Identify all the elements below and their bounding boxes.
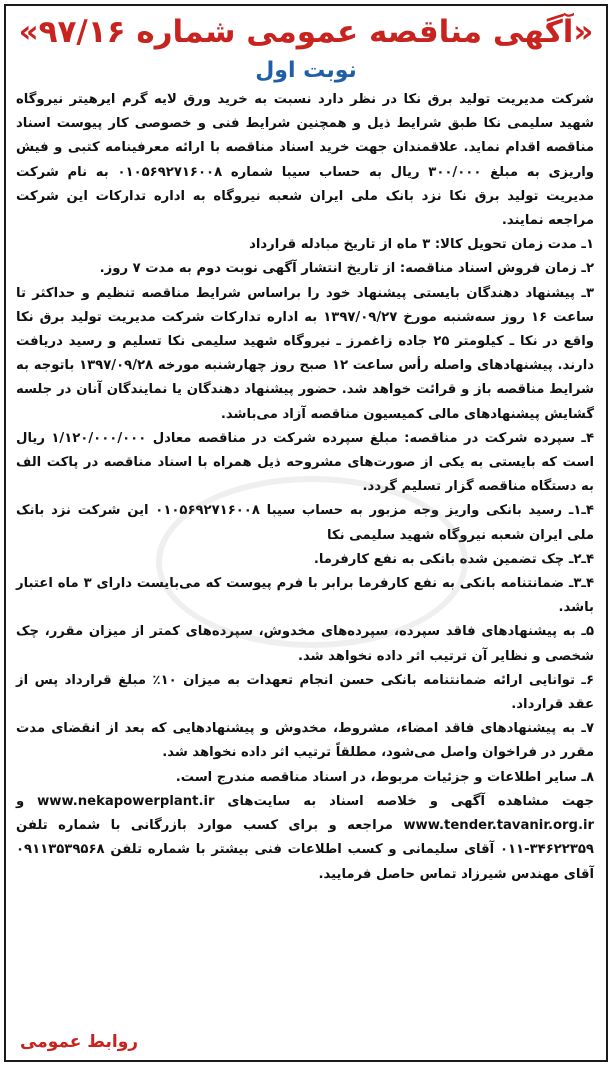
clause-7: ۷ـ به پیشنهادهای فاقد امضاء، مشروط، مخدوش و پیشنهادهایی که بعد از انقضای مدت مقرر در فراخوان واصل می‌شود، مطلقاً ترتیب اثر داده نخواهد شد. (16, 721, 594, 761)
clause-8: ۸ـ سایر اطلاعات و جزئیات مربوط، در اسناد مناقصه مندرج است. (175, 769, 594, 785)
clause-6: ۶ـ توانایی ارائه ضمانتنامه بانکی حسن انجام تعهدات به میزان ۱۰٪ مبلغ قرارداد پس از عقد قرارداد. (16, 672, 594, 713)
clause-3: ۳ـ پیشنهاد دهندگان بایستی پیشنهاد خود را براساس شرایط مناقصه تنظیم و حداکثر تا ساعت ۱۶ روز سه‌شنبه مورخ ۱۳۹۷/۰۹/۲۷ به اداره تدارکات شرکت مدیریت تولید برق نکا واقع در نکا ـ کیلومتر ۲۵ جاده زاغمرز ـ نیروگاه شهید سلیمی نکا تسلیم و رسید دریافت دارند. پیشنهادهای واصله رأس ساعت ۱۲ صبح روز چهارشنبه مورخه ۱۳۹۷/۰۹/۲۸ باتوجه به شرایط مناقصه باز و قرائت خواهد شد. حضور پیشنهاد دهندگان یا نمایندگان آنان در جلسه گشایش پیشنهادهای مالی کمیسیون مناقصه آزاد می‌باشد. (16, 285, 595, 422)
clause-5: ۵ـ به پیشنهادهای فاقد سپرده، سپرده‌های مخدوش، سپرده‌های کمتر از میزان مقرر، چک شخصی و نظایر آن ترتیب اثر داده نخواهد شد. (16, 624, 594, 664)
notice-body (6, 88, 606, 887)
clause-4: ۴ـ سپرده شرکت در مناقصه: مبلغ سپرده شرکت در مناقصه معادل ۱/۱۲۰/۰۰۰/۰۰۰ ریال است که بایستی به یکی از صورت‌های مشروحه ذیل همراه با اسناد مناقصه در پاکت الف به دستگاه مناقصه گزار تسلیم گردد. (16, 430, 594, 495)
contact-paragraph: جهت مشاهده آگهی و خلاصه اسناد به سایت‌های www.nekapowerplant.ir و www.tender.tavanir.org.ir مراجعه و برای کسب موارد بازرگانی با شماره تلفن ۳۴۶۲۲۳۵۹-۰۱۱ آقای سلیمانی و کسب اطلاعات فنی بیشتر با شماره تلفن ۰۹۱۱۳۵۳۹۵۶۸ آقای مهندس شیرزاد تماس حاصل فرمایید. (16, 793, 594, 882)
public-relations-signature: روابط عمومی (20, 1032, 139, 1052)
clause-4-1: ۴ـ۱ـ رسید بانکی واریز وجه مزبور به حساب سیبا ۰۱۰۵۶۹۲۷۱۶۰۰۸ این شرکت نزد بانک ملی ایران شعبه نیروگاه شهید سلیمی نکا (16, 503, 594, 543)
clause-4-2: ۴ـ۲ـ چک تضمین شده بانکی به نفع کارفرما. (313, 551, 594, 567)
notice-frame (4, 4, 608, 1062)
intro-paragraph: شرکت مدیریت تولید برق نکا در نظر دارد نسبت به خرید ورق لایه گرم ایرهیتر نیروگاه شهید سلیمی نکا طبق شرایط ذیل و همچنین شرایط فنی و خصوصی کار پیوست اسناد مناقصه اقدام نماید. علاقمندان جهت خرید اسناد مناقصه با ارائه معرفینامه کتبی و فیش واریزی به مبلغ ۳۰۰/۰۰۰ ریال به حساب سیبا شماره ۰۱۰۵۶۹۲۷۱۶۰۰۸ به نام شرکت مدیریت تولید برق نکا نزد بانک ملی ایران شعبه نیروگاه به اداره تدارکات این شرکت مراجعه نمایند. (16, 92, 595, 229)
clause-2: ۲ـ زمان فروش اسناد مناقصه: از تاریخ انتشار آگهی نوبت دوم به مدت ۷ روز. (99, 261, 594, 277)
clause-4-3: ۴ـ۳ـ ضمانتنامه بانکی به نفع کارفرما برابر با فرم پیوست که می‌بایست دارای ۳ ماه اعتبار باشد. (16, 576, 594, 616)
notice-subtitle: نوبت اول (255, 58, 357, 83)
notice-title: «آگهی مناقصه عمومی شماره ۹۷/۱۶» (18, 14, 594, 50)
clause-1: ۱ـ مدت زمان تحویل کالا: ۳ ماه از تاریخ مبادله قرارداد (249, 237, 594, 253)
